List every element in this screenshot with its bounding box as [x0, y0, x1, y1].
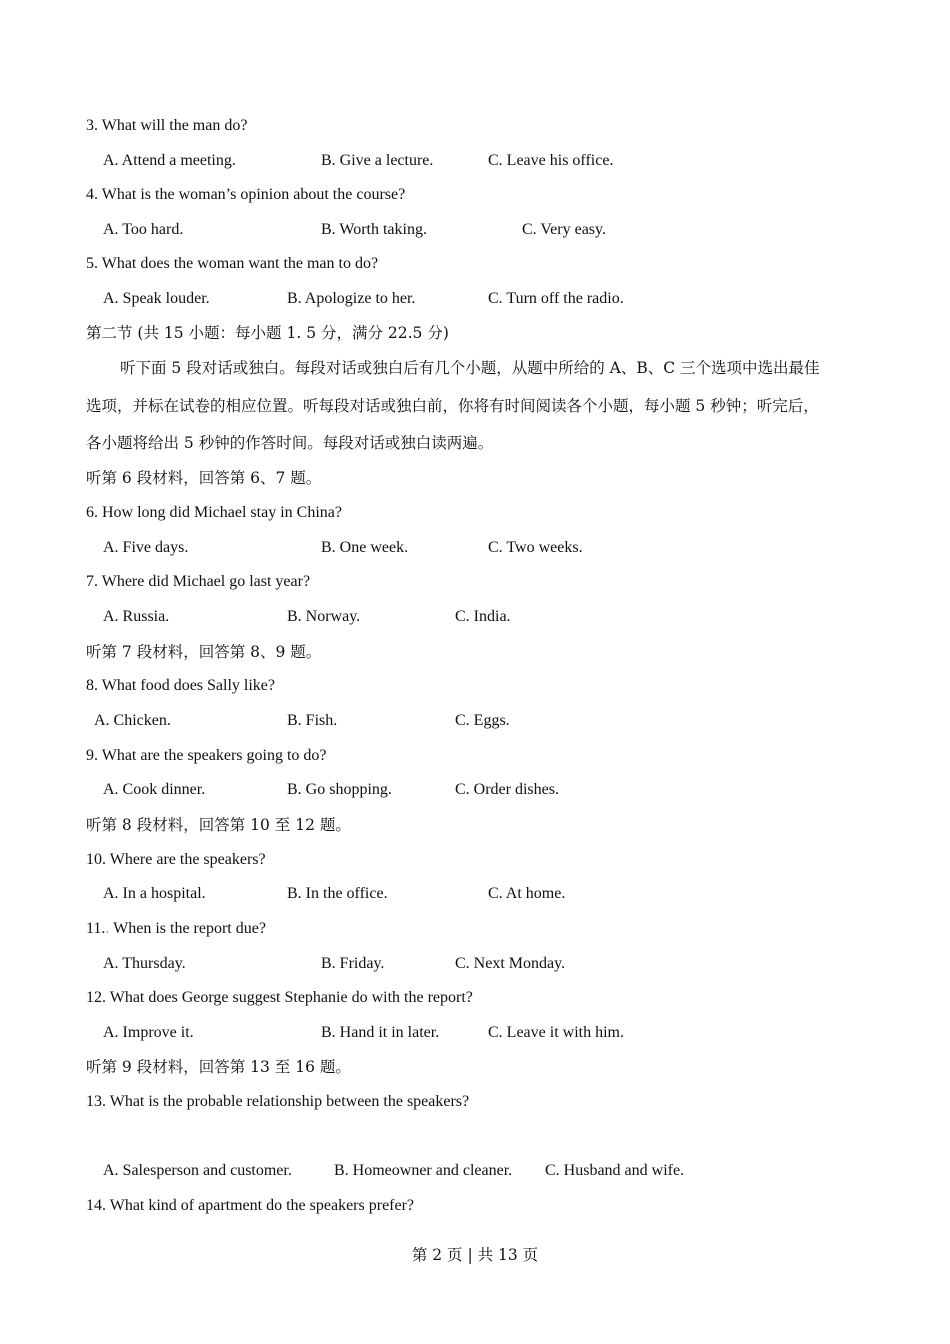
option-3a: A. Attend a meeting. [103, 152, 236, 169]
option-6a: A. Five days. [103, 539, 189, 556]
option-7c: C. India. [455, 608, 511, 625]
option-10b: B. In the office. [287, 885, 388, 902]
material-9-heading: 听第 9 段材料，回答第 13 至 16 题。 [86, 1058, 351, 1076]
option-3b: B. Give a lecture. [321, 152, 434, 169]
question-7: 7. Where did Michael go last year? [86, 573, 311, 590]
question-11 [86, 919, 266, 939]
option-11c: C. Next Monday. [455, 955, 566, 972]
option-12c: C. Leave it with him. [488, 1024, 624, 1041]
instructions-line-2: 选项，并标在试卷的相应位置。听每段对话或独白前，你将有时间阅读各个小题，每小题 5 秒钟；听完后， [86, 397, 819, 415]
option-6c: C. Two weeks. [488, 539, 583, 556]
option-13a: A. Salesperson and customer. [103, 1162, 292, 1179]
option-9b: B. Go shopping. [287, 781, 392, 798]
option-7a: A. Russia. [103, 608, 170, 625]
material-7-heading: 听第 7 段材料，回答第 8、9 题。 [86, 643, 322, 661]
option-6b: B. One week. [321, 539, 409, 556]
page-footer: 第 2 页 | 共 13 页 [411, 1246, 539, 1264]
question-11-number: 11. [86, 920, 106, 937]
question-12: 12. What does George suggest Stephanie do with the report? [86, 989, 473, 1006]
question-3: 3. What will the man do? [86, 117, 248, 134]
option-13c: C. Husband and wife. [545, 1162, 685, 1179]
question-11-text: When is the report due? [109, 920, 266, 937]
option-3c: C. Leave his office. [488, 152, 614, 169]
option-12a: A. Improve it. [103, 1024, 194, 1041]
option-4a: A. Too hard. [103, 221, 184, 238]
option-5c: C. Turn off the radio. [488, 290, 624, 307]
option-10c: C. At home. [488, 885, 566, 902]
section-heading: 第二节 (共 15 小题：每小题 1. 5 分，满分 22.5 分) [86, 324, 449, 342]
option-5a: A. Speak louder. [103, 290, 210, 307]
option-8b: B. Fish. [287, 712, 338, 729]
instructions-line-1: 听下面 5 段对话或独白。每段对话或独白后有几个小题，从题中所给的 A、B、C 三个选项中选出最佳 [120, 359, 820, 377]
material-8-heading: 听第 8 段材料，回答第 10 至 12 题。 [86, 816, 351, 834]
option-9a: A. Cook dinner. [103, 781, 206, 798]
question-10: 10. Where are the speakers? [86, 851, 266, 868]
option-10a: A. In a hospital. [103, 885, 206, 902]
option-13b: B. Homeowner and cleaner. [334, 1162, 513, 1179]
instructions-line-3: 各小题将给出 5 秒钟的作答时间。每段对话或独白读两遍。 [86, 434, 494, 452]
option-5b: B. Apologize to her. [287, 290, 416, 307]
question-14: 14. What kind of apartment do the speakers prefer? [86, 1197, 415, 1214]
question-9: 9. What are the speakers going to do? [86, 747, 327, 764]
option-11a: A. Thursday. [103, 955, 186, 972]
option-7b: B. Norway. [287, 608, 361, 625]
question-8: 8. What food does Sally like? [86, 677, 275, 694]
question-6: 6. How long did Michael stay in China? [86, 504, 342, 521]
option-4b: B. Worth taking. [321, 221, 427, 238]
option-12b: B. Hand it in later. [321, 1024, 440, 1041]
option-8a: A. Chicken. [94, 712, 171, 729]
question-13: 13. What is the probable relationship between the speakers? [86, 1093, 470, 1110]
question-4: 4. What is the woman’s opinion about the course? [86, 186, 406, 203]
option-9c: C. Order dishes. [455, 781, 559, 798]
question-5: 5. What does the woman want the man to do? [86, 255, 379, 272]
option-11b: B. Friday. [321, 955, 385, 972]
option-4c: C. Very easy. [522, 221, 606, 238]
material-6-heading: 听第 6 段材料，回答第 6、7 题。 [86, 469, 322, 487]
stray-dot-mark: . [105, 920, 110, 937]
option-8c: C. Eggs. [455, 712, 510, 729]
